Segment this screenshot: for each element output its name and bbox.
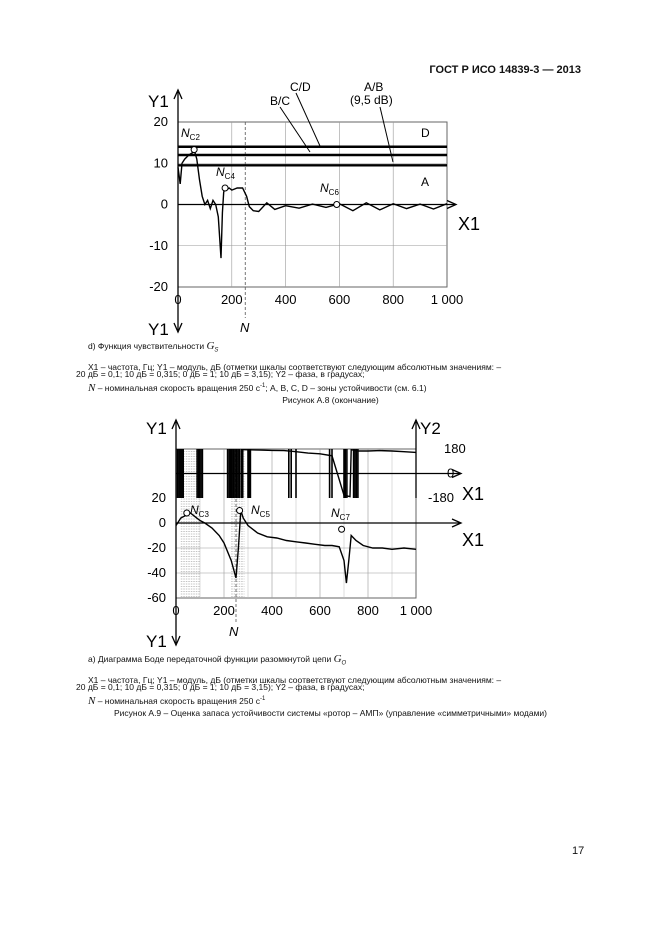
point-marker-c2 [191, 147, 197, 153]
point-label-nc7: $N_{C7}$ [331, 506, 350, 522]
zone-label-cd: C/D [290, 80, 311, 94]
x-tick-label: 0 [174, 292, 182, 307]
fig2-title: Рисунок А.9 – Оценка запаса устойчивости системы «ротор – АМП» (управление «симметричными» модами) [113, 708, 548, 718]
x-tick-label: 600 [309, 603, 331, 618]
y2-tick-label: 180 [444, 441, 466, 456]
x-tick-label: 800 [382, 292, 405, 307]
y2-axis-label: Y2 [420, 419, 441, 438]
zone-lines [178, 147, 447, 166]
point-label-nc3: $N_{C3}$ [190, 503, 209, 519]
sensitivity-chart [0, 70, 661, 345]
point-label-nc4: $N_{C4}$ [216, 165, 235, 181]
x-tick-label: 400 [274, 292, 297, 307]
y-tick-label: -10 [149, 237, 168, 253]
fig2-caption-line3: N – номинальная скорость вращения 250 $с^{-1}$ [88, 694, 266, 707]
page-number: 17 [572, 845, 585, 857]
y-tick-label: 0 [158, 515, 166, 530]
tick-labels [149, 114, 463, 307]
nominal-speed-marker: N [240, 320, 250, 335]
y-axis-label-bottom: Y1 [148, 320, 169, 339]
zone-label-a: A [421, 175, 430, 189]
zone-label-ab: A/B [364, 80, 384, 94]
nominal-speed-marker: N [229, 624, 239, 639]
x-axis-label-mag: X1 [462, 530, 485, 550]
point-label-nc6: $N_{C6}$ [320, 181, 339, 197]
tick-labels [147, 441, 466, 618]
point-marker-c7 [339, 526, 345, 532]
y2-tick-label: 0 [447, 465, 455, 481]
x-tick-label: 200 [220, 292, 243, 307]
page-header: ГОСТ Р ИСО 14839-3 — 2013 [429, 64, 581, 76]
point-marker-c6 [334, 202, 340, 208]
y2-tick-label: -180 [428, 490, 455, 505]
fig1-caption-line2: 20 дБ = 0,1; 10 дБ = 0,315; 0 дБ = 1; 10 дБ = 3,15); Y2 – фаза, в градусах; [76, 369, 365, 379]
x-tick-label: 800 [357, 603, 379, 618]
point-label-nc2: $N_{C2}$ [181, 126, 200, 142]
point-marker-c3 [184, 510, 190, 516]
y-tick-label: -20 [149, 279, 168, 294]
caption-title: d) Функция чувствительности $G_S$ [88, 340, 219, 354]
x-tick-label: 200 [213, 603, 235, 618]
caption-line1: X1 – частота, Гц; Y1 – модуль, дБ (отметки шкалы соответствуют следующим абсолютным значениям: – [88, 674, 502, 685]
x-tick-label: 400 [261, 603, 283, 618]
x-axis-label-phase: X1 [462, 484, 485, 504]
y-axis-label-bottom: Y1 [146, 632, 167, 651]
y-axis-label: Y1 [146, 419, 167, 438]
y-tick-label: 20 [151, 490, 166, 505]
y-tick-label: 20 [153, 114, 168, 129]
y-tick-label: 0 [160, 196, 168, 212]
x-tick-label: 600 [328, 292, 351, 307]
y-tick-label: 10 [153, 155, 168, 171]
zone-label-d: D [421, 126, 430, 140]
chart-axes [174, 90, 456, 332]
fig1-caption-line3: N – номинальная скорость вращения 250 $с^{-1}$; A, B, C, D – зоны устойчивости (см. 6.1) [88, 381, 427, 394]
x-axis-label: X1 [458, 214, 481, 234]
fig1-title: Рисунок А.8 (окончание) [282, 395, 379, 405]
zone-label-ab-db: (9,5 dB) [350, 93, 393, 107]
y-tick-label: -60 [147, 590, 166, 605]
fig2-caption-line2: 20 дБ = 0,1; 10 дБ = 0,315; 0 дБ = 1; 10 дБ = 3,15); Y2 – фаза, в градусах; [76, 682, 365, 692]
y-tick-label: -20 [147, 540, 166, 555]
x-tick-label: 1 000 [399, 603, 433, 618]
caption-line1: X1 – частота, Гц; Y1 – модуль, дБ (отметки шкалы соответствуют следующим абсолютным значениям: – [88, 361, 502, 372]
bode-chart [0, 412, 661, 652]
y-axis-label: Y1 [148, 92, 169, 111]
x-tick-label: 0 [172, 603, 180, 618]
point-label-nc5: $N_{C5}$ [251, 503, 270, 519]
x-tick-label: 1 000 [430, 292, 464, 307]
caption-title: а) Диаграмма Боде передаточной функции разомкнутой цепи $G_O$ [88, 653, 347, 667]
y-tick-label: -40 [147, 565, 166, 580]
point-marker-c5 [237, 508, 243, 514]
point-marker-c4 [222, 185, 228, 191]
zone-label-bc: B/C [270, 94, 291, 108]
